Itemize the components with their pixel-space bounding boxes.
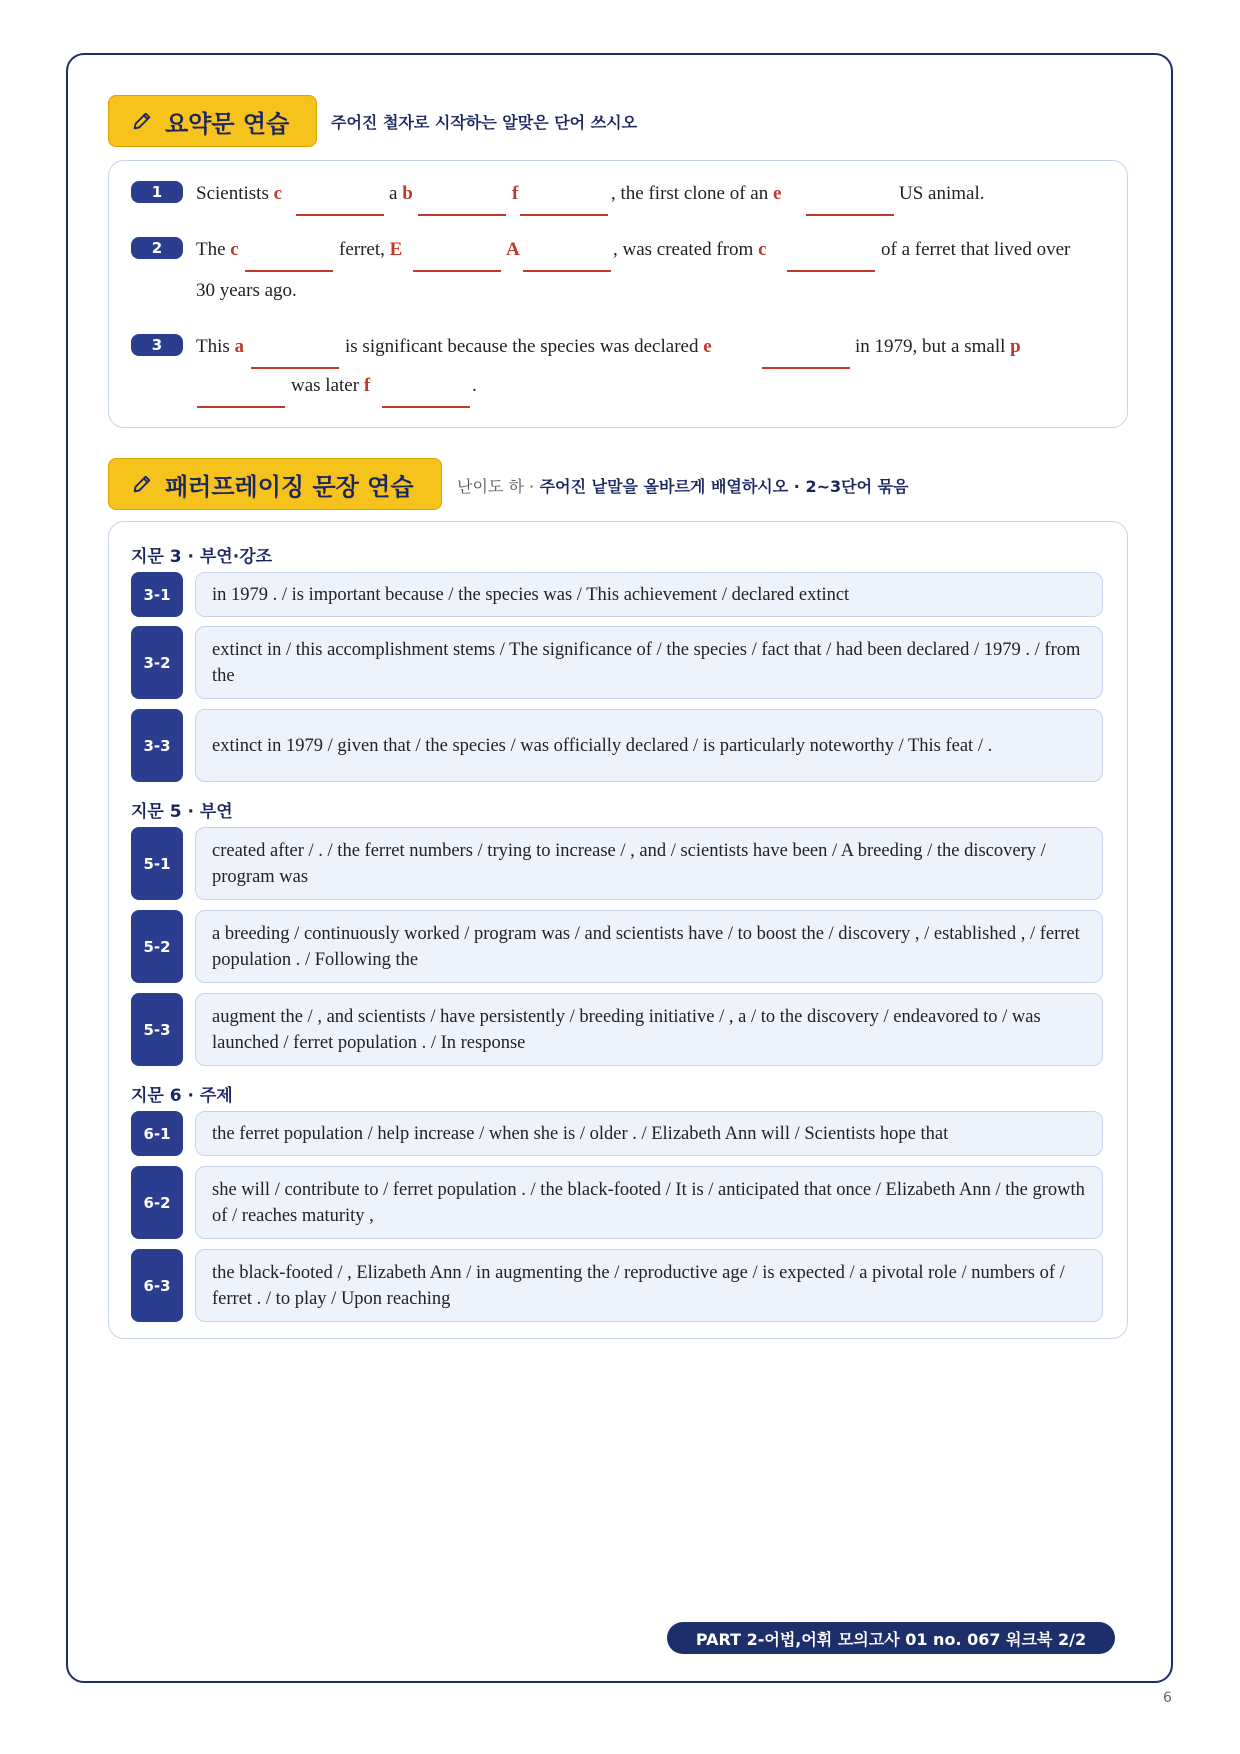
hint-letter: e (772, 183, 782, 204)
hint-letter: a (234, 336, 245, 357)
item-badge: 5-1 (131, 827, 183, 900)
answer-blank[interactable] (520, 214, 608, 216)
hint-letter: e (703, 336, 712, 357)
passage-label: 지문 5 · 부연 (131, 802, 233, 822)
word-chunks-box: the black-footed / , Elizabeth Ann / in augmenting the / reproductive age / is expected / a pivotal role / numbers of / ferret . / to play / Upon reaching (195, 1249, 1103, 1322)
item-badge: 3-3 (131, 709, 183, 782)
answer-blank[interactable] (806, 214, 894, 216)
page-number: 6 (1163, 1690, 1172, 1706)
word-chunks-box: a breeding / continuously worked / program was / and scientists have / to boost the / discovery , / established , / ferret population . / Following the (195, 910, 1103, 983)
word-chunks-box: the ferret population / help increase / when she is / older . / Elizabeth Ann will / Scientists hope that (195, 1111, 1103, 1156)
hint-letter: f (363, 375, 371, 396)
hint-letter: p (1010, 336, 1021, 357)
item-number: 3 (131, 334, 183, 356)
word-chunks-box: in 1979 . / is important because / the species was / This achievement / declared extinct (195, 572, 1103, 617)
answer-blank[interactable] (251, 367, 339, 369)
answer-blank[interactable] (413, 270, 501, 272)
hint-letter: c (273, 183, 283, 204)
hint-letter: E (389, 239, 403, 260)
answer-blank[interactable] (787, 270, 875, 272)
item-badge: 3-1 (131, 572, 183, 617)
answer-blank[interactable] (418, 214, 506, 216)
word-chunks-box: created after / . / the ferret numbers / trying to increase / , and / scientists have been / A breeding / the discovery / program was (195, 827, 1103, 900)
answer-blank[interactable] (296, 214, 384, 216)
answer-blank[interactable] (523, 270, 611, 272)
item-number: 1 (131, 181, 183, 203)
item-badge: 5-2 (131, 910, 183, 983)
paraphrase-title: 패러프레이징 문장 연습 (165, 472, 414, 501)
summary-sentence-2: The c (196, 239, 239, 260)
item-badge: 6-1 (131, 1111, 183, 1156)
paraphrase-tag (108, 458, 442, 510)
passage-label: 지문 6 · 주제 (131, 1086, 233, 1106)
hint-letter: b (402, 183, 413, 204)
answer-blank[interactable] (197, 406, 285, 408)
pencil-icon (131, 110, 153, 132)
word-chunks-box: extinct in 1979 / given that / the species / was officially declared / is particularly noteworthy / This feat / . (195, 709, 1103, 782)
item-number: 2 (131, 237, 183, 259)
footer-label: PART 2-어법,어휘 모의고사 01 no. 067 워크북 2/2 (667, 1622, 1115, 1654)
summary-instruction: 주어진 철자로 시작하는 알맞은 단어 쓰시오 (331, 113, 638, 132)
answer-blank[interactable] (382, 406, 470, 408)
word-chunks-box: extinct in / this accomplishment stems / The significance of / the species / fact that / had been declared / 1979 . / from the (195, 626, 1103, 699)
item-badge: 6-2 (131, 1166, 183, 1239)
passage-label: 지문 3 · 부연·강조 (131, 547, 273, 567)
hint-letter: c (758, 239, 767, 260)
answer-blank[interactable] (762, 367, 850, 369)
summary-tag (108, 95, 317, 147)
hint-letter: A (506, 239, 520, 260)
hint-letter: c (230, 239, 239, 260)
word-chunks-box: she will / contribute to / ferret population . / the black-footed / It is / anticipated that once / Elizabeth Ann / the growth of / reaches maturity , (195, 1166, 1103, 1239)
word-chunks-box: augment the / , and scientists / have persistently / breeding initiative / , a / to the discovery / endeavored to / was launched / ferret population . / In response (195, 993, 1103, 1066)
item-badge: 3-2 (131, 626, 183, 699)
summary-sentence-1: Scientists c (196, 183, 283, 204)
summary-title: 요약문 연습 (165, 109, 290, 138)
paraphrase-instruction: 난이도 하 · 주어진 낱말을 올바르게 배열하시오 · 2~3단어 묶음 (457, 477, 909, 496)
answer-blank[interactable] (245, 270, 333, 272)
hint-letter: f (512, 183, 519, 204)
item-badge: 6-3 (131, 1249, 183, 1322)
pencil-icon (131, 473, 153, 495)
summary-sentence-3: This a (196, 336, 245, 357)
item-badge: 5-3 (131, 993, 183, 1066)
